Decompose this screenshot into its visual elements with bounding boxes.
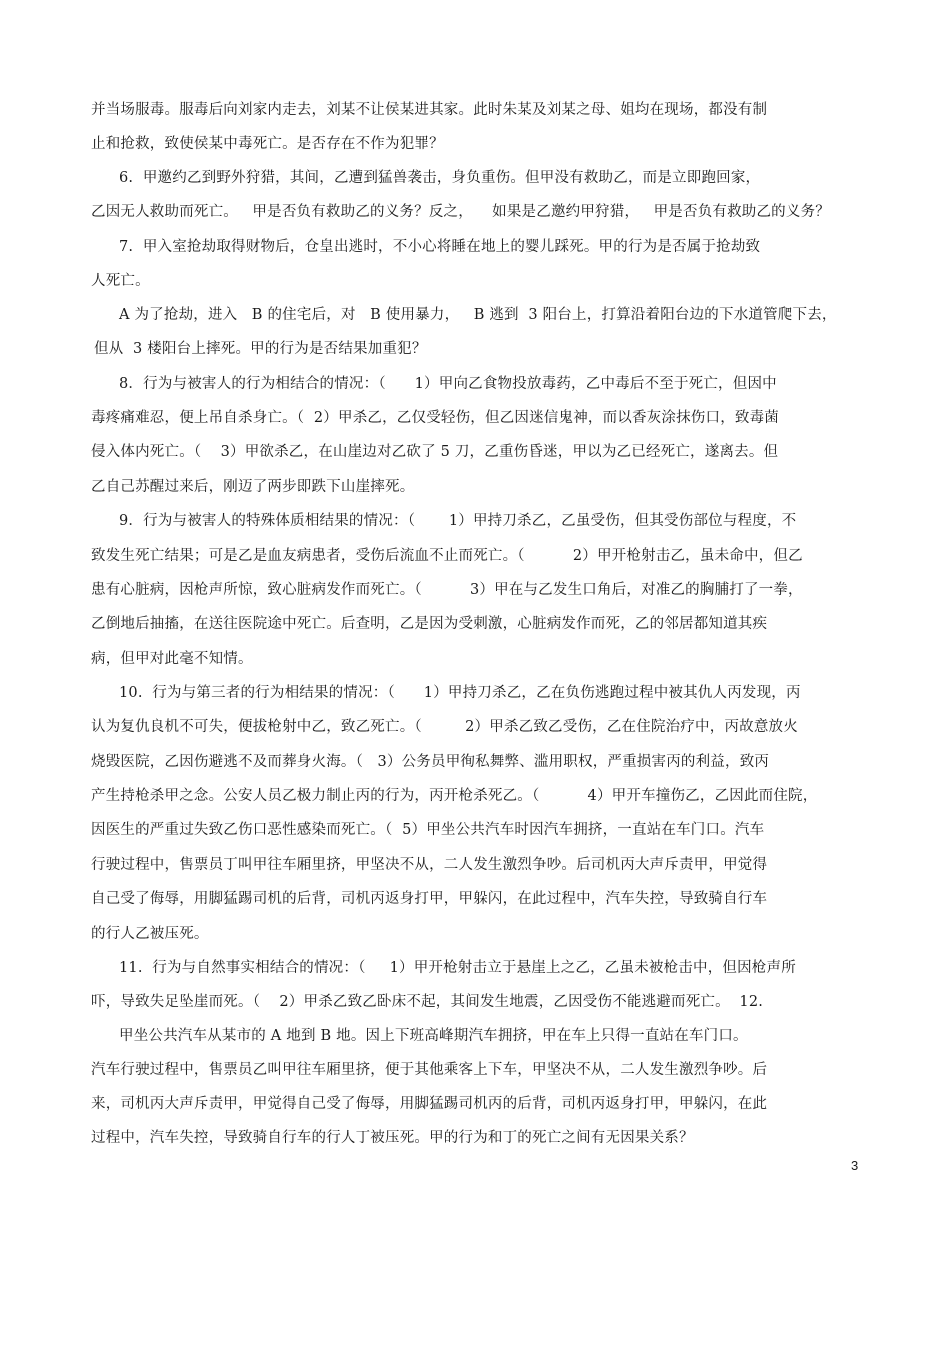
text-line: 9．行为与被害人的特殊体质相结果的情况：（ 1）甲持刀杀乙，乙虽受伤，但其受伤部位与程度，不 <box>119 513 797 529</box>
text-line: 甲坐公共汽车从某市的 A 地到 B 地。因上下班高峰期汽车拥挤，甲在车上只得一直站在车门口。 <box>119 1028 748 1044</box>
text-line: 毒疼痛难忍，便上吊自杀身亡。（ 2）甲杀乙，乙仅受轻伤，但乙因迷信鬼神，而以香灰涂抹伤口，致毒菌 <box>91 410 779 426</box>
text-line: 产生持枪杀甲之念。公安人员乙极力制止丙的行为，丙开枪杀死乙。（ 4）甲开车撞伤乙，乙因此而住院， <box>91 788 818 804</box>
text-line: 11. 行为与自然事实相结合的情况：（ 1）甲开枪射击立于悬崖上之乙，乙虽未被枪击中，但因枪声所 <box>119 960 796 976</box>
text-line: 乙因无人救助而死亡。 甲是否负有救助乙的义务？反之， 如果是乙邀约甲狩猎， 甲是否负有救助乙的义务？ <box>91 204 830 220</box>
text-line: 患有心脏病，因枪声所惊，致心脏病发作而死亡。（ 3）甲在与乙发生口角后，对准乙的胸脯打了一拳， <box>91 582 803 598</box>
text-line: 来，司机丙大声斥责甲，甲觉得自己受了侮辱，用脚猛踢司机丙的后背，司机丙返身打甲，甲躲闪，在此 <box>91 1096 768 1112</box>
text-line: 认为复仇良机不可失，便拔枪射中乙，致乙死亡。（ 2）甲杀乙致乙受伤，乙在住院治疗中，丙故意放火 <box>91 719 798 735</box>
text-line: 7. 甲入室抢劫取得财物后，仓皇出逃时，不小心将睡在地上的婴儿踩死。甲的行为是否属于抢劫致 <box>119 239 761 255</box>
text-line: 致发生死亡结果；可是乙是血友病患者，受伤后流血不止而死亡。（ 2）甲开枪射击乙，虽未命中，但乙 <box>91 548 803 564</box>
text-line: 汽车行驶过程中，售票员乙叫甲往车厢里挤，便于其他乘客上下车，甲坚决不从，二人发生激烈争吵。后 <box>91 1062 768 1078</box>
text-line: 因医生的严重过失致乙伤口恶性感染而死亡。（ 5）甲坐公共汽车时因汽车拥挤，一直站在车门口。汽车 <box>91 822 765 838</box>
text-line: 乙自己苏醒过来后，刚迈了两步即跌下山崖摔死。 <box>91 479 415 495</box>
page-number: 3 <box>851 1158 859 1173</box>
text-line: 病，但甲对此毫不知情。 <box>91 651 253 667</box>
text-line: 侵入体内死亡。（ 3）甲欲杀乙，在山崖边对乙砍了 5 刀，乙重伤昏迷，甲以为乙已经死亡，遂离去。但 <box>91 444 779 460</box>
text-line: 10. 行为与第三者的行为相结果的情况：（ 1）甲持刀杀乙，乙在负伤逃跑过程中被其仇人丙发现，丙 <box>119 685 801 701</box>
text-line: 吓，导致失足坠崖而死。（ 2）甲杀乙致乙卧床不起，其间发生地震，乙因受伤不能逃避而死亡。 12. <box>91 994 764 1010</box>
text-line: 8．行为与被害人的行为相结合的情况：（ 1）甲向乙食物投放毒药，乙中毒后不至于死亡，但因中 <box>119 376 777 392</box>
text-line: 6. 甲邀约乙到野外狩猎，其间，乙遭到猛兽袭击，身负重伤。但甲没有救助乙，而是立即跑回家， <box>119 170 761 186</box>
text-line: A 为了抢劫，进入 B 的住宅后，对 B 使用暴力， B 逃到 3 阳台上，打算沿着阳台边的下水道管爬下去， <box>119 307 837 323</box>
text-line: 行驶过程中，售票员丁叫甲往车厢里挤，甲坚决不从，二人发生激烈争吵。后司机丙大声斥责甲，甲觉得 <box>91 857 768 873</box>
text-line: 自己受了侮辱，用脚猛踢司机的后背，司机丙返身打甲，甲躲闪，在此过程中，汽车失控，导致骑自行车 <box>91 891 768 907</box>
text-line: 但从 3 楼阳台上摔死。甲的行为是否结果加重犯？ <box>94 341 427 357</box>
text-line: 并当场服毒。服毒后向刘家内走去，刘某不让侯某进其家。此时朱某及刘某之母、姐均在现场，都没有制 <box>91 102 768 118</box>
text-line: 乙倒地后抽搐，在送往医院途中死亡。后查明，乙是因为受刺激，心脏病发作而死，乙的邻居都知道其疾 <box>91 616 768 632</box>
text-line: 烧毁医院，乙因伤避逃不及而葬身火海。（ 3）公务员甲徇私舞弊、滥用职权，严重损害丙的利益，致丙 <box>91 754 770 770</box>
text-line: 止和抢救，致使侯某中毒死亡。是否存在不作为犯罪？ <box>91 136 444 152</box>
text-line: 人死亡。 <box>91 273 150 289</box>
text-line: 的行人乙被压死。 <box>91 926 209 942</box>
text-line: 过程中，汽车失控，导致骑自行车的行人丁被压死。甲的行为和丁的死亡之间有无因果关系？ <box>91 1130 694 1146</box>
